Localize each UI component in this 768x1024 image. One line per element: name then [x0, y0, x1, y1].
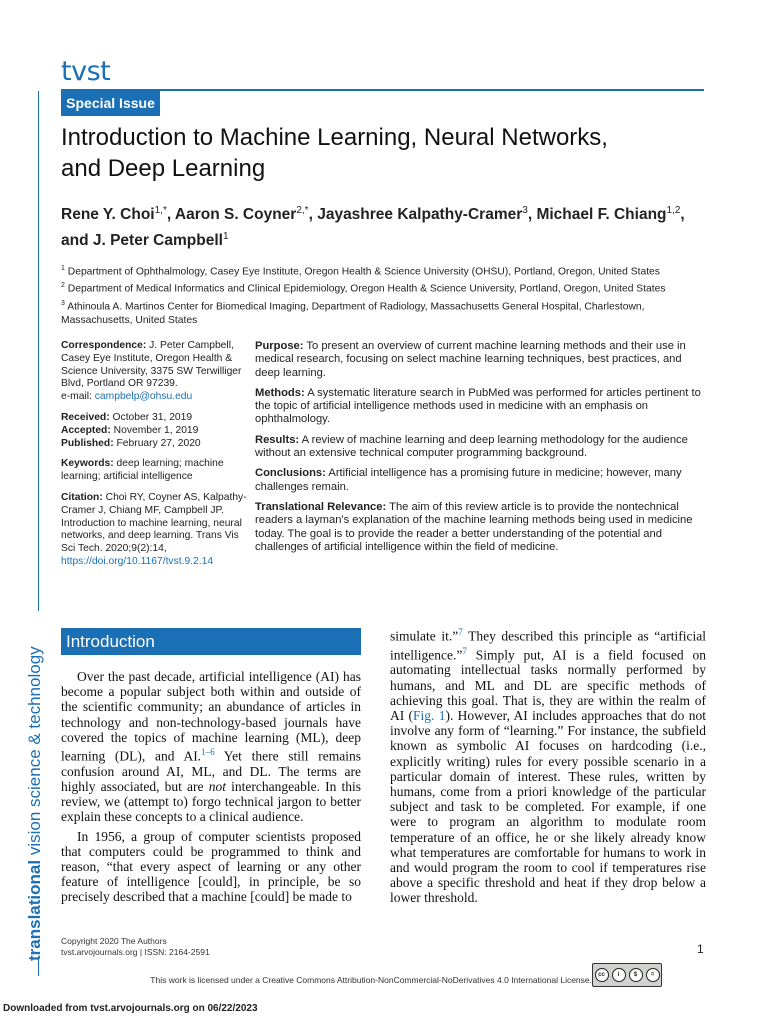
abstract-results: Results: A review of machine learning and deep learning methodology for the audience without an extensive technical computer programming background.: [255, 433, 688, 460]
footer-copyright: Copyright 2020 The Authors tvst.arvojournals.org | ISSN: 2164-2591: [61, 936, 210, 957]
side-rule: [38, 91, 39, 611]
body-column-2: [390, 625, 706, 910]
author: Rene Y. Choi$^{1,*}$,: [61, 205, 175, 224]
section-heading: Introduction: [66, 632, 155, 651]
correspondence: Correspondence: J. Peter Campbell, Casey Eye Institute, Oregon Health & Science University, 3375 SW Terwilliger Blvd, Portland OR 97239. e-mail: campbelp@ohsu.edu: [61, 340, 242, 403]
abstract-purpose: Purpose: To present an overview of current machine learning methods and their use in medical research, focusing on select machine learning techniques, best practices, and deep learning.: [255, 340, 686, 379]
dates: Received: October 31, 2019 Accepted: November 1, 2019 Published: February 27, 2020: [61, 411, 201, 449]
citation: Citation: Choi RY, Coyner AS, Kalpathy-Cramer J, Chiang MF, Campbell JP. Introduction to machine learning, neural networks, and deep learning. Trans Vis Sci Tech. 2020;9(2):14, https://doi.org/10.1167/tvst.9.2.14: [61, 491, 247, 567]
affiliation: $^2$ Department of Medical Informatics and Clinical Epidemiology, Oregon Health & Science University, Portland, Oregon, United States: [61, 282, 666, 295]
affiliations: [61, 262, 711, 328]
page-number: 1: [697, 942, 704, 956]
article-title: [61, 122, 711, 184]
abstract-conclusions: Conclusions: Artificial intelligence has a promising future in medicine; however, many challenges remain.: [255, 467, 682, 493]
title-line-1: Introduction to Machine Learning, Neural Networks,: [61, 124, 608, 151]
journal-sidebar-title: translational vision science & technology: [25, 646, 44, 961]
abstract-methods: Methods: A systematic literature search in PubMed was performed for articles pertinent to the topic of artificial intelligence methods used in medicine with an emphasis on ophthalmology.: [255, 386, 701, 426]
paragraph: simulate it.”$^7$ They described this principle as “artificial intelligence.”$^7$ Simply put, AI is a field focused on automating intellectual tasks normally performed by humans, and ML and DL are specific methods of achieving this goal. That is, they are within the realm of AI (Fig. 1). However, AI includes approaches that do not involve any form of “learning.” For instance, the subfield known as symbolic AI focuses on hardcoding (i.e., explicitly writing) rules for every possible scenario in a particular domain of interest. These rules, written by humans, come from a priori knowledge of the particular subject and task to be completed. For example, if one were to program an algorithm to modulate room temperature of an office, he or she likely already know what temperatures are comfortable for humans to work in and would program the room to cool if temperatures rise above a specific threshold and heat if they drop below a lower threshold.: [390, 627, 707, 906]
abstract-translational-relevance: Translational Relevance: The aim of this review article is to provide the nontechnical readers a layman's explanation of the machine learning methods being used in medicine today. The goal is to provide the reader a better understanding of the potential and challenges of artificial intelligence within the field of medicine.: [255, 500, 693, 553]
author: Jayashree Kalpathy-Cramer$^3$,: [317, 205, 537, 224]
author: Aaron S. Coyner$^{2,*}$,: [174, 205, 318, 224]
keywords: Keywords: deep learning; machine learning; artificial intelligence: [61, 458, 224, 483]
affiliation: $^1$ Department of Ophthalmology, Casey Eye Institute, Oregon Health & Science University (OHSU), Portland, Oregon, United States: [61, 265, 660, 278]
abstract: [255, 340, 707, 561]
reference-link[interactable]: 1–6: [201, 747, 215, 758]
doi-link[interactable]: https://doi.org/10.1167/tvst.9.2.14: [61, 555, 214, 567]
author: Michael F. Chiang$^{1,2}$,: [536, 205, 685, 224]
affiliation: $^3$ Athinoula A. Martinos Center for Biomedical Imaging, Department of Radiology, Massachusetts General Hospital, Charlestown, Massachusetts, United States: [61, 299, 645, 327]
by-icon: i: [612, 968, 626, 982]
paragraph: In 1956, a group of computer scientists proposed that computers could be programmed to think and reason, “that every aspect of learning or any other feature of intelligence [could], in principle, be so precisely described that a machine [could] be made to: [61, 828, 361, 905]
special-issue-badge: Special Issue: [61, 91, 160, 116]
reference-link[interactable]: 7: [458, 627, 463, 637]
email-link[interactable]: campbelp@ohsu.edu: [94, 391, 193, 403]
license-text: This work is licensed under a Creative Commons Attribution-NonCommercial-NoDerivatives 4.0 International License.: [150, 975, 592, 985]
download-notice: Downloaded from tvst.arvojournals.org on 06/22/2023: [3, 1003, 258, 1014]
author-list: [61, 200, 711, 252]
cc-icon: cc: [595, 968, 609, 982]
creative-commons-icon[interactable]: [592, 963, 662, 987]
article-info-column: [61, 340, 251, 577]
nc-icon: $: [629, 968, 643, 982]
paragraph: Over the past decade, artificial intelligence (AI) has become a popular subject both within and outside of the scientific community; an abundance of articles in technology and non-technology-based journals have covered the topics of machine learning (ML), deep learning (DL), and AI.$^{1-6}$ Yet there still remains confusion around AI, ML, and DL. The terms are highly associated, but are not interchangeable. In this review, we (attempt to) forgo technical jargon to better explain these concepts to a clinical audience.: [61, 669, 361, 825]
nd-icon: =: [646, 968, 660, 982]
figure-link[interactable]: Fig. 1: [413, 708, 446, 724]
journal-logo: tvst: [61, 56, 111, 87]
body-column-1: [61, 669, 361, 909]
author: and J. Peter Campbell$^1$: [61, 231, 229, 250]
reference-link[interactable]: 7: [462, 645, 467, 656]
title-line-2: and Deep Learning: [61, 155, 266, 182]
